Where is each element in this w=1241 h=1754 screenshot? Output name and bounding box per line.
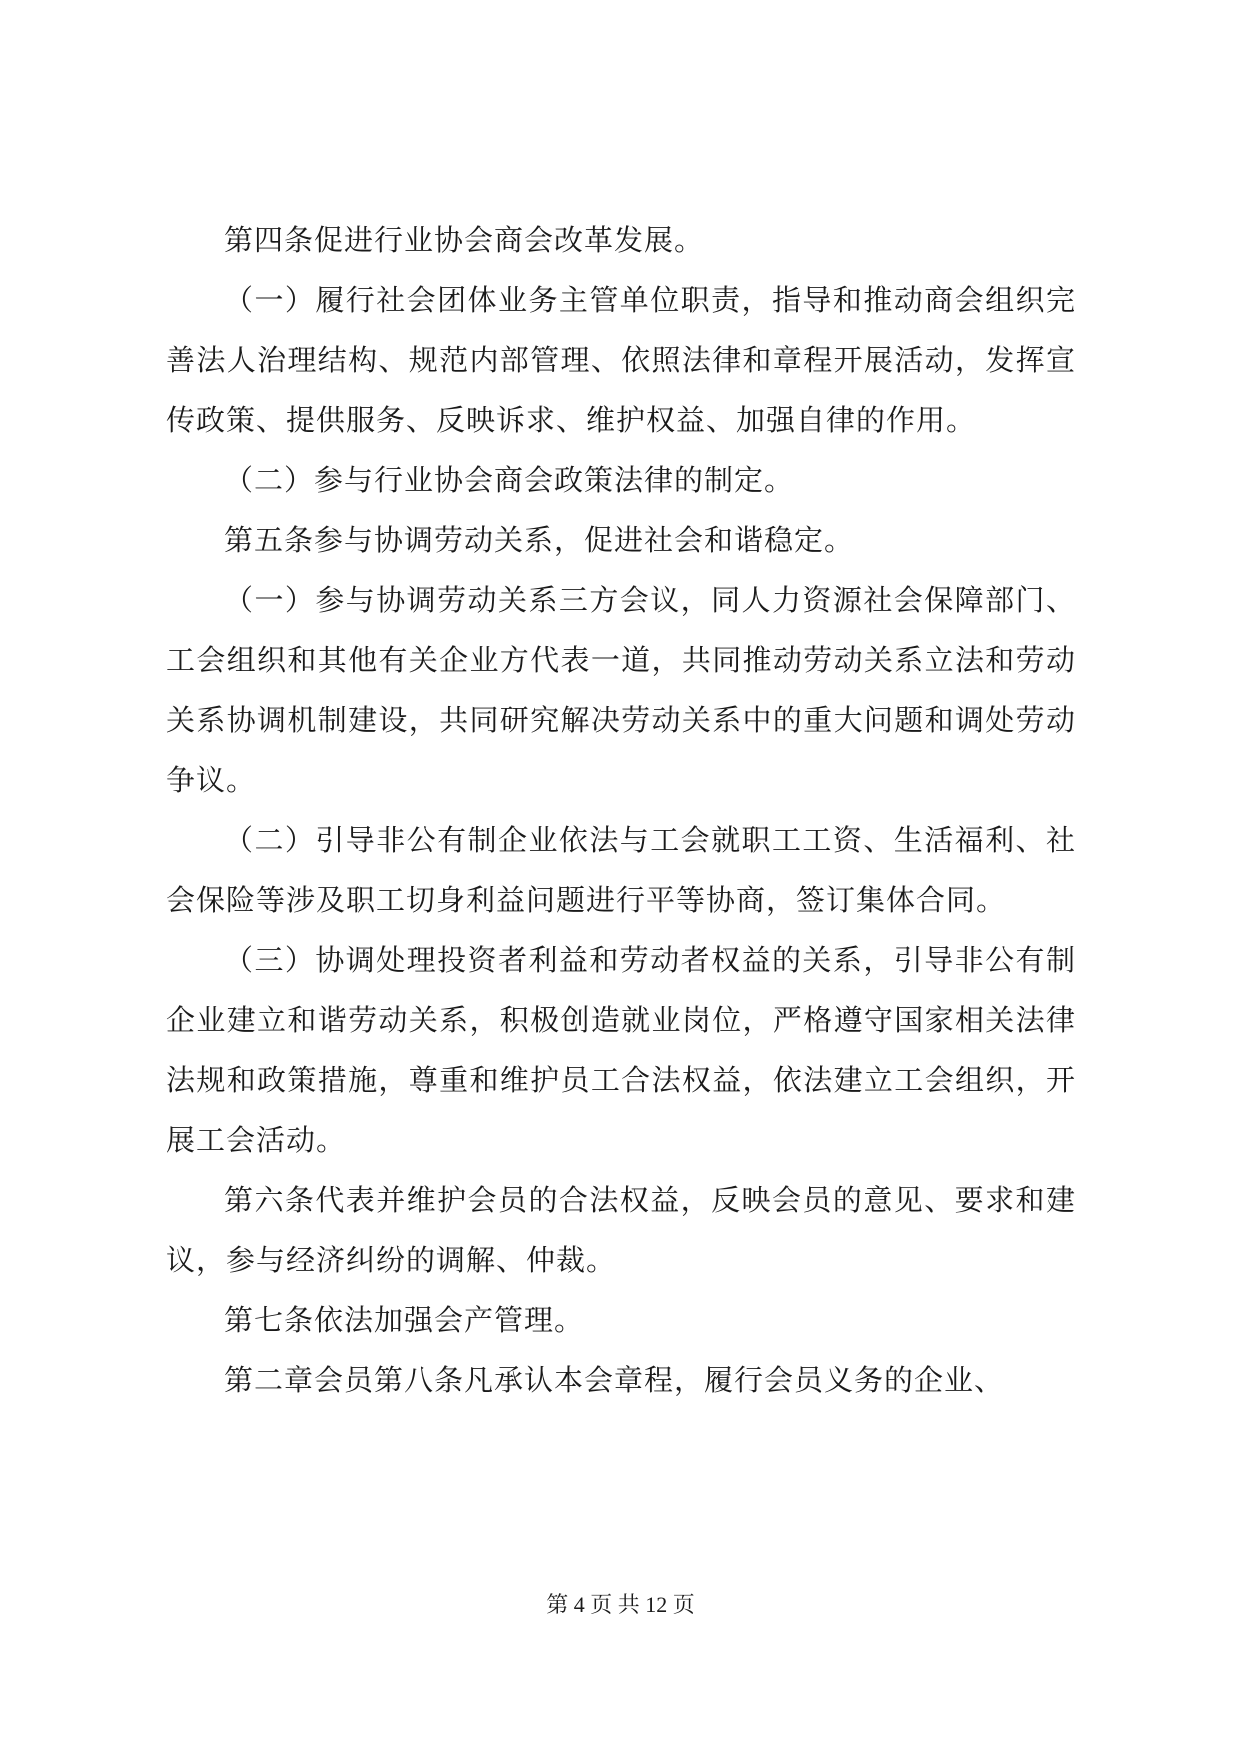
paragraph-article-4: 第四条促进行业协会商会改革发展。 (224, 223, 705, 257)
paragraph-article-5-item-2: （二）引导非公有制企业依法与工会就职工工资、生活福利、社会保险等涉及职工切身利益问题进行平等协商，签订集体合同。 (166, 823, 1076, 917)
paragraph-article-4-item-2: （二）参与行业协会商会政策法律的制定。 (224, 463, 795, 497)
paragraph-chapter-2-article-8: 第二章会员第八条凡承认本会章程，履行会员义务的企业、 (224, 1363, 1005, 1397)
paragraph-article-5-item-3: （三）协调处理投资者利益和劳动者权益的关系，引导非公有制企业建立和谐劳动关系，积极创造就业岗位，严格遵守国家相关法律法规和政策措施，尊重和维护员工合法权益，依法建立工会组织，开展工会活动。 (166, 943, 1076, 1157)
paragraph-article-7: 第七条依法加强会产管理。 (224, 1303, 585, 1337)
paragraph-article-5: 第五条参与协调劳动关系，促进社会和谐稳定。 (224, 523, 855, 557)
page-number-footer: 第 4 页 共 12 页 (546, 1592, 695, 1617)
paragraph-article-5-item-1: （一）参与协调劳动关系三方会议，同人力资源社会保障部门、工会组织和其他有关企业方代表一道，共同推动劳动关系立法和劳动关系协调机制建设，共同研究解决劳动关系中的重大问题和调处劳动争议。 (166, 583, 1076, 797)
document-body (166, 210, 1076, 1410)
paragraph-article-4-item-1: （一）履行社会团体业务主管单位职责，指导和推动商会组织完善法人治理结构、规范内部管理、依照法律和章程开展活动，发挥宣传政策、提供服务、反映诉求、维护权益、加强自律的作用。 (166, 283, 1076, 437)
paragraph-article-6: 第六条代表并维护会员的合法权益，反映会员的意见、要求和建议，参与经济纠纷的调解、仲裁。 (166, 1183, 1076, 1277)
